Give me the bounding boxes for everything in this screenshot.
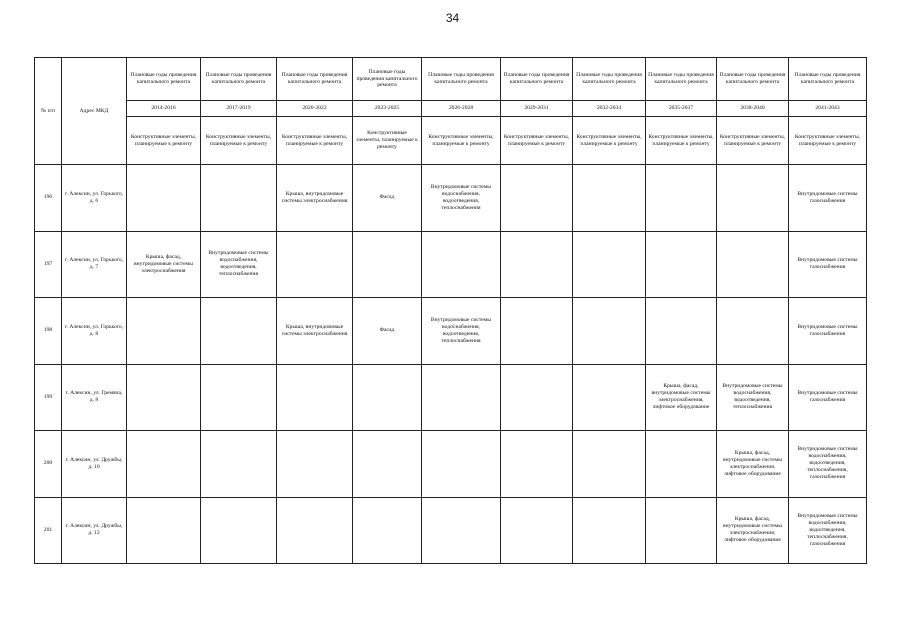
period-header: Плановые годы проведения капитального ремонта [717,58,789,101]
table-row [35,298,867,365]
repair-cell: Внутридомовые системы газоснабжения [789,298,867,365]
repair-cell: Крыша, фасад, внутридомовые системы электроснабжения, лифтовое оборудование [717,497,789,564]
column-header-number: № п/п [35,58,62,165]
repair-cell [501,231,573,298]
period-years: 2014-2016 [127,101,201,117]
period-header: Плановые годы проведения капитального ремонта [573,58,646,101]
header-row-periods [35,58,867,101]
repair-cell: Крыша, фасад, внутридомовые системы электроснабжения [127,231,201,298]
repair-cell [277,497,353,564]
repair-cell: Крыша, фасад, внутридомовые системы электроснабжения, лифтовое оборудование [646,364,717,431]
repair-cell [127,497,201,564]
elements-header: Конструктивные элементы, планируемые к ремонту [573,117,646,165]
repair-cell [573,364,646,431]
repair-cell: Фасад [353,165,422,232]
row-number: 198 [35,298,62,365]
period-years: 2026-2028 [422,101,501,117]
period-years: 2017-2019 [201,101,277,117]
repair-cell [573,431,646,498]
period-years: 2032-2034 [573,101,646,117]
row-number: 201 [35,497,62,564]
repair-cell: Крыша, внутридомовые системы электроснабжения [277,298,353,365]
row-number: 196 [35,165,62,232]
repair-cell: Внутридомовые системы газоснабжения [789,165,867,232]
period-header: Плановые годы проведения капитального ремонта [789,58,867,101]
table-row [35,364,867,431]
repair-cell [501,364,573,431]
repair-cell [646,298,717,365]
period-years: 2029-2031 [501,101,573,117]
period-header: Плановые годы проведения капитального ремонта [353,58,422,101]
row-address: г. Алексин, ул. Дружбы, д. 12 [62,497,127,564]
elements-header: Конструктивные элементы, планируемые к ремонту [501,117,573,165]
repair-cell [573,165,646,232]
repair-cell: Фасад [353,298,422,365]
repair-cell [353,431,422,498]
period-header: Плановые годы проведения капитального ремонта [501,58,573,101]
repair-cell [422,497,501,564]
repair-cell [127,364,201,431]
elements-header: Конструктивные элементы, планируемые к ремонту [717,117,789,165]
repair-cell [573,497,646,564]
repair-cell: Внутридомовые системы водоснабжения, водоотведения, теплоснабжения [422,165,501,232]
repair-cell [501,298,573,365]
elements-header: Конструктивные элементы, планируемые к ремонту [422,117,501,165]
repair-cell [646,165,717,232]
elements-header: Конструктивные элементы, планируемые к ремонту [277,117,353,165]
column-header-address: Адрес МКД [62,58,127,165]
repair-cell: Крыша, внутридомовые системы электроснабжения [277,165,353,232]
row-number: 197 [35,231,62,298]
repair-cell [353,497,422,564]
repair-cell: Внутридомовые системы водоснабжения, водоотведения, теплоснабжения [422,298,501,365]
period-header: Плановые годы проведения капитального ремонта [422,58,501,101]
capital-repair-schedule-table [34,57,867,564]
repair-cell: Внутридомовые системы водоснабжения, водоотведения, теплоснабжения, газоснабжения [789,431,867,498]
repair-cell [422,231,501,298]
repair-cell [353,231,422,298]
repair-cell [422,431,501,498]
header-row-elements [35,117,867,165]
repair-cell [573,231,646,298]
row-address: г. Алексин, ул. Дружбы, д. 10 [62,431,127,498]
repair-cell [201,364,277,431]
repair-cell [201,298,277,365]
period-years: 2023-2025 [353,101,422,117]
repair-cell [573,298,646,365]
repair-cell [127,298,201,365]
period-years: 2041-2043 [789,101,867,117]
row-address: г. Алексин, ул. Горького, д. 6 [62,165,127,232]
repair-cell [646,497,717,564]
repair-cell: Внутридомовые системы водоснабжения, водоотведения, теплоснабжения [717,364,789,431]
repair-cell: Внутридомовые системы газоснабжения [789,364,867,431]
repair-cell: Внутридомовые системы газоснабжения [789,231,867,298]
header-row-years [35,101,867,117]
repair-cell [277,364,353,431]
table-row [35,165,867,232]
table-row [35,231,867,298]
repair-cell [501,497,573,564]
row-number: 199 [35,364,62,431]
row-address: г. Алексин, ул. Горького, д. 8 [62,298,127,365]
repair-cell [501,431,573,498]
repair-cell [646,431,717,498]
elements-header: Конструктивные элементы, планируемые к ремонту [646,117,717,165]
repair-cell [717,231,789,298]
repair-cell [201,165,277,232]
row-address: г. Алексин, ул. Гремяча, д. 8 [62,364,127,431]
repair-cell: Внутридомовые системы водоснабжения, водоотведения, теплоснабжения, газоснабжения [789,497,867,564]
repair-cell [646,231,717,298]
repair-cell [127,165,201,232]
repair-cell [422,364,501,431]
repair-cell [201,431,277,498]
row-number: 200 [35,431,62,498]
repair-cell [127,431,201,498]
period-years: 2038-2040 [717,101,789,117]
period-years: 2035-2037 [646,101,717,117]
repair-cell [277,231,353,298]
repair-cell [501,165,573,232]
row-address: г. Алексин, ул. Горького, д. 7 [62,231,127,298]
page-number: 34 [445,11,460,25]
repair-cell: Крыша, фасад, внутридомовые системы электроснабжения, лифтовое оборудование [717,431,789,498]
repair-cell [353,364,422,431]
period-header: Плановые годы проведения капитального ремонта [646,58,717,101]
period-header: Плановые годы проведения капитального ремонта [201,58,277,101]
period-header: Плановые годы проведения капитального ремонта [127,58,201,101]
repair-cell [201,497,277,564]
elements-header: Конструктивные элементы, планируемые к ремонту [201,117,277,165]
table-row [35,431,867,498]
period-years: 2020-2022 [277,101,353,117]
repair-cell [717,298,789,365]
repair-cell: Внутридомовые системы водоснабжения, водоотведения, теплоснабжения [201,231,277,298]
repair-cell [717,165,789,232]
period-header: Плановые годы проведения капитального ремонта [277,58,353,101]
elements-header: Конструктивные элементы, планируемые к ремонту [353,117,422,165]
elements-header: Конструктивные элементы, планируемые к ремонту [789,117,867,165]
table-row [35,497,867,564]
repair-cell [277,431,353,498]
elements-header: Конструктивные элементы, планируемые к ремонту [127,117,201,165]
